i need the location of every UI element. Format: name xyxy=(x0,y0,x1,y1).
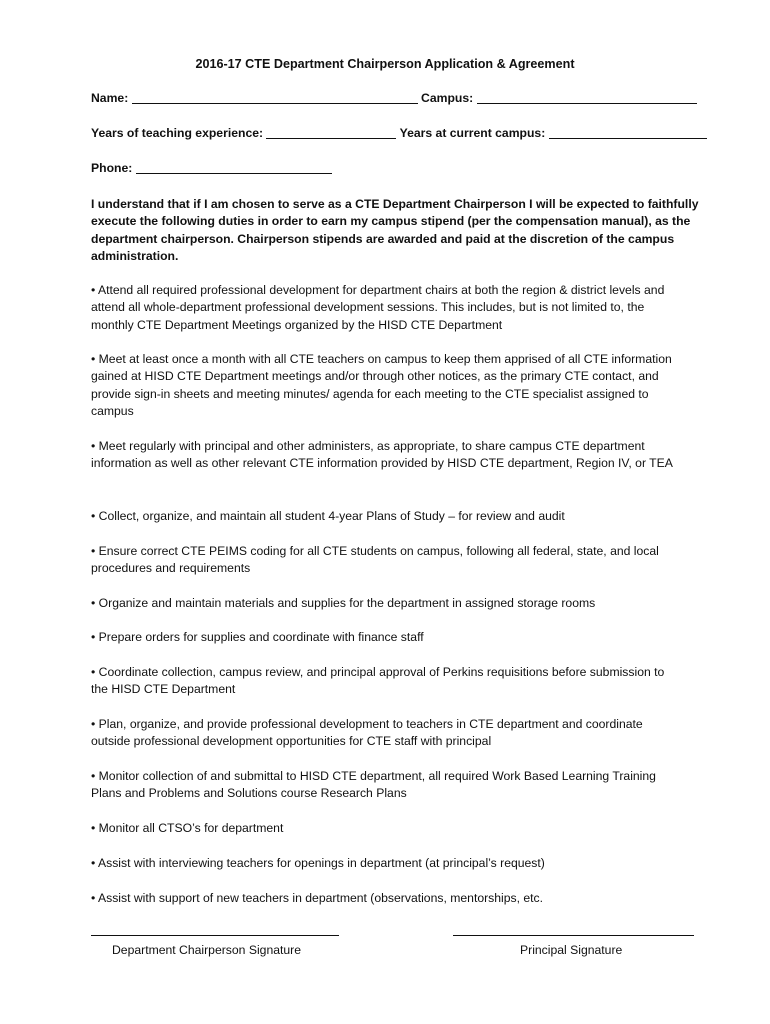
document-title: 2016-17 CTE Department Chairperson Application & Agreement xyxy=(195,57,575,71)
years-campus-field[interactable] xyxy=(549,126,707,139)
duty-item: • Assist with interviewing teachers for openings in department (at principal’s request) xyxy=(91,856,545,870)
duty-item: • Meet at least once a month with all CTE teachers on campus to keep them apprised of all CTE information gained at HISD CTE Department meetings and/or through other notices, as the primary CTE contact, and provide sign-in sheets and meeting minutes/ agenda for each meeting to the CTE specialist assigned to campus xyxy=(91,352,672,418)
duty-item: • Attend all required professional development for department chairs at both the region & district levels and attend all whole-department professional development sessions. This includes, but is not limited to, the monthly CTE Department Meetings organized by the HISD CTE Department xyxy=(91,283,665,332)
years-experience-field[interactable] xyxy=(266,126,396,139)
duty-item: • Plan, organize, and provide professional development to teachers in CTE department and coordinate outside professional development opportunities for CTE staff with principal xyxy=(91,717,643,749)
phone-row xyxy=(91,161,332,175)
duty-item: • Collect, organize, and maintain all student 4-year Plans of Study – for review and audit xyxy=(91,509,565,523)
campus-label: Campus: xyxy=(421,91,474,105)
phone-field[interactable] xyxy=(136,161,332,174)
duty-item: • Assist with support of new teachers in department (observations, mentorships, etc. xyxy=(91,891,544,905)
years-campus-label: Years at current campus: xyxy=(399,126,546,140)
agreement-intro: I understand that if I am chosen to serve as a CTE Department Chairperson I will be expected to faithfully execute the following duties in order to earn my campus stipend (per the compensation manual), as the department chairperson. Chairperson stipends are awarded and paid at the discretion of the campus administration. xyxy=(91,197,699,263)
duty-item: • Organize and maintain materials and supplies for the department in assigned storage rooms xyxy=(91,596,596,610)
experience-row xyxy=(91,126,707,140)
name-label: Name: xyxy=(91,91,129,105)
chair-signature-label: Department Chairperson Signature xyxy=(112,943,302,957)
duty-item: • Ensure correct CTE PEIMS coding for all CTE students on campus, following all federal, state, and local procedures and requirements xyxy=(91,544,659,576)
duty-item: • Prepare orders for supplies and coordinate with finance staff xyxy=(91,630,424,644)
principal-signature-label: Principal Signature xyxy=(520,943,623,957)
duty-item: • Meet regularly with principal and other administers, as appropriate, to share campus CTE department information as well as other relevant CTE information provided by HISD CTE department, Region IV, or TEA xyxy=(91,439,673,471)
campus-field[interactable] xyxy=(477,91,697,104)
duty-item: • Coordinate collection, campus review, and principal approval of Perkins requisitions before submission to the HISD CTE Department xyxy=(91,665,665,697)
name-campus-row xyxy=(91,91,697,105)
chair-signature-line[interactable] xyxy=(91,935,339,936)
years-experience-label: Years of teaching experience: xyxy=(91,126,264,140)
phone-label: Phone: xyxy=(91,161,133,175)
principal-signature-line[interactable] xyxy=(453,935,694,936)
duty-item: • Monitor all CTSO’s for department xyxy=(91,821,284,835)
name-field[interactable] xyxy=(132,91,418,104)
duty-item: • Monitor collection of and submittal to HISD CTE department, all required Work Based Learning Training Plans and Problems and Solutions course Research Plans xyxy=(91,769,656,801)
